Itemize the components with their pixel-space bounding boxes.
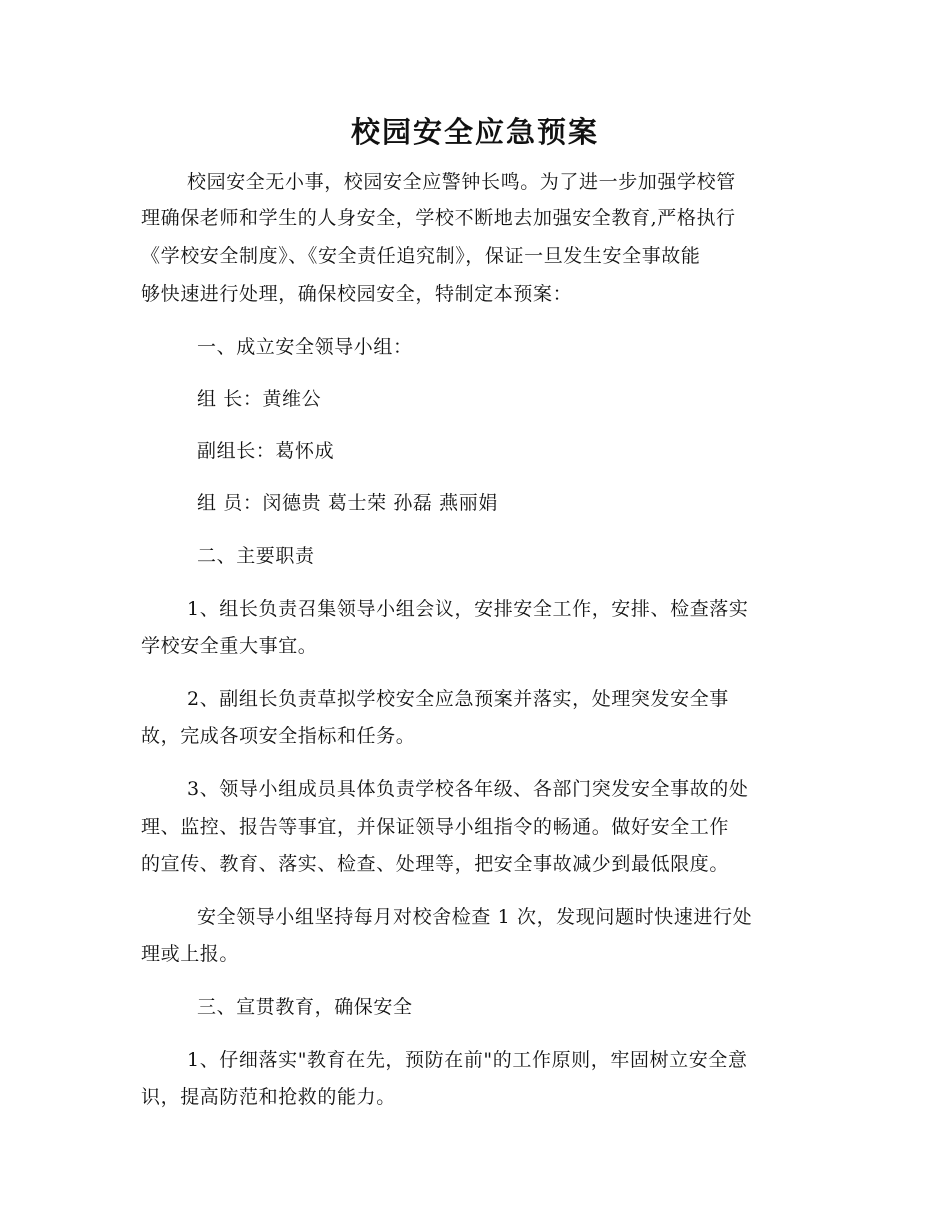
paragraph-line: 故，完成各项安全指标和任务。	[141, 725, 416, 747]
paragraph-line: 够快速进行处理，确保校园安全，特制定本预案：	[141, 283, 573, 305]
paragraph-line: 组 长：黄维公	[197, 388, 322, 410]
section-heading: 三、宣贯教育，确保安全	[197, 996, 413, 1018]
paragraph-line: 安全领导小组坚持每月对校舍检查 1 次，发现问题时快速进行处	[197, 906, 753, 928]
paragraph-line: 副组长：葛怀成	[197, 440, 335, 462]
paragraph-line: 理或上报。	[141, 943, 240, 965]
paragraph-line: 理确保老师和学生的人身安全，学校不断地去加强安全教育,严格执行	[141, 207, 736, 229]
paragraph-line: 学校安全重大事宜。	[141, 635, 318, 657]
paragraph-line: 理、监控、报告等事宜，并保证领导小组指令的畅通。做好安全工作	[141, 816, 730, 838]
section-heading: 一、成立安全领导小组：	[197, 336, 413, 358]
paragraph-line: 组 员：闵德贵 葛士荣 孙磊 燕丽娟	[197, 492, 498, 514]
paragraph-line: 1、仔细落实"教育在先，预防在前"的工作原则，牢固树立安全意	[187, 1049, 748, 1071]
paragraph-line: 3、领导小组成员具体负责学校各年级、各部门突发安全事故的处	[187, 778, 749, 800]
section-heading: 二、主要职责	[197, 545, 315, 567]
paragraph-line: 《学校安全制度》、《安全责任追究制》，保证一旦发生安全事故能	[141, 245, 701, 267]
paragraph-line: 1、组长负责召集领导小组会议，安排安全工作，安排、检查落实	[187, 598, 749, 620]
paragraph-line: 的宣传、教育、落实、检查、处理等，把安全事故减少到最低限度。	[141, 853, 730, 875]
paragraph-line: 2、副组长负责草拟学校安全应急预案并落实，处理突发安全事	[187, 688, 729, 710]
paragraph-line: 识，提高防范和抢救的能力。	[141, 1086, 396, 1108]
paragraph-line: 校园安全无小事，校园安全应警钟长鸣。为了进一步加强学校管	[187, 171, 736, 193]
document-title: 校园安全应急预案	[350, 115, 599, 149]
